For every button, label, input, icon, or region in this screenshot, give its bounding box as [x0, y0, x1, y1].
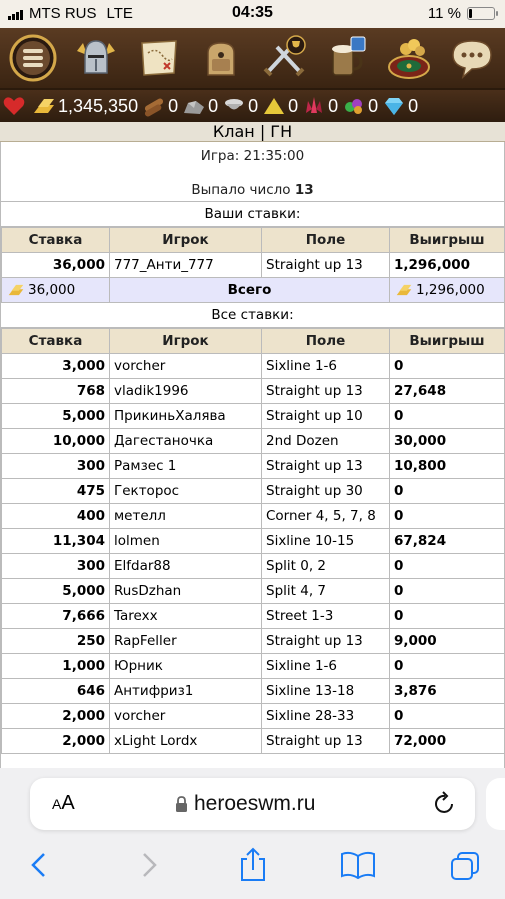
player-link[interactable]: Tarexx [110, 604, 262, 629]
table-row [2, 704, 505, 729]
field-cell: Straight up 13 [262, 253, 390, 278]
game-info [1, 142, 504, 202]
mercury-icon [222, 95, 246, 117]
crossed-swords-trophy-icon [259, 33, 309, 83]
stake-cell: 400 [2, 504, 110, 529]
game-toolbar [0, 28, 505, 90]
table-row [2, 479, 505, 504]
chevron-right-icon [136, 850, 162, 880]
stake-cell: 1,000 [2, 654, 110, 679]
player-link[interactable]: Elfdar88 [110, 554, 262, 579]
table-row [2, 529, 505, 554]
field-cell: Split 4, 7 [262, 579, 390, 604]
header-stake: Ставка [2, 329, 110, 354]
battery-percent: 11 % [427, 5, 461, 22]
total-row [2, 278, 505, 303]
resource-gold [32, 95, 138, 117]
resource-gems [342, 95, 378, 117]
player-link[interactable]: 777_Анти_777 [110, 253, 262, 278]
map-button[interactable] [134, 33, 184, 83]
table-header-row [2, 329, 505, 354]
win-cell: 27,648 [390, 379, 505, 404]
field-cell: Sixline 13-18 [262, 679, 390, 704]
crystal-icon [302, 95, 326, 117]
stake-cell: 2,000 [2, 704, 110, 729]
ore-icon [182, 95, 206, 117]
total-win-cell [390, 278, 505, 303]
stake-cell: 300 [2, 554, 110, 579]
url-display[interactable] [175, 792, 315, 816]
resource-wood [142, 95, 178, 117]
all-bets-title: Все ставки: [1, 303, 504, 328]
resource-mercury [222, 95, 258, 117]
wood-icon [142, 95, 166, 117]
table-row [2, 554, 505, 579]
stake-cell: 2,000 [2, 729, 110, 754]
player-link[interactable]: RapFeller [110, 629, 262, 654]
url-text: heroeswm.ru [194, 792, 316, 815]
stake-cell: 646 [2, 679, 110, 704]
sulfur-icon [262, 95, 286, 117]
roulette-results [0, 142, 505, 768]
gems-value: 0 [368, 95, 379, 116]
win-cell: 0 [390, 404, 505, 429]
menu-button[interactable] [8, 33, 58, 83]
player-link[interactable]: метелл [110, 504, 262, 529]
win-cell: 1,296,000 [390, 253, 505, 278]
header-stake: Ставка [2, 228, 110, 253]
win-cell: 30,000 [390, 429, 505, 454]
stake-cell: 250 [2, 629, 110, 654]
diamond-value: 0 [408, 95, 419, 116]
header-field: Поле [262, 228, 390, 253]
stake-cell: 768 [2, 379, 110, 404]
ore-value: 0 [208, 95, 219, 116]
win-cell: 3,876 [390, 679, 505, 704]
table-row [2, 604, 505, 629]
back-button[interactable] [26, 850, 52, 884]
gold-icon [394, 282, 414, 298]
table-row [2, 629, 505, 654]
your-bets-table [1, 227, 505, 303]
clan-title[interactable]: Клан | ГН [0, 122, 505, 142]
win-cell: 0 [390, 654, 505, 679]
diamond-icon [382, 95, 406, 117]
field-cell: Straight up 10 [262, 404, 390, 429]
sulfur-value: 0 [288, 95, 299, 116]
heart-icon [2, 95, 26, 117]
field-cell: Straight up 13 [262, 629, 390, 654]
win-cell: 72,000 [390, 729, 505, 754]
player-link[interactable]: xLight Lordx [110, 729, 262, 754]
total-win: 1,296,000 [416, 282, 485, 298]
header-win: Выигрыш [390, 329, 505, 354]
address-bar[interactable] [30, 778, 475, 830]
stake-cell: 475 [2, 479, 110, 504]
player-link[interactable]: ПрикиньХалява [110, 404, 262, 429]
lock-icon [175, 796, 188, 813]
field-cell: Straight up 13 [262, 454, 390, 479]
player-link[interactable]: Юрник [110, 654, 262, 679]
mercury-value: 0 [248, 95, 259, 116]
resource-crystal [302, 95, 338, 117]
bookmarks-button[interactable] [340, 850, 376, 884]
win-cell: 0 [390, 354, 505, 379]
wood-value: 0 [168, 95, 179, 116]
table-row [2, 379, 505, 404]
roulette-icon [384, 33, 434, 83]
reader-settings-button[interactable] [52, 792, 75, 815]
stake-cell: 11,304 [2, 529, 110, 554]
crystal-value: 0 [328, 95, 339, 116]
resource-diamond [382, 95, 418, 117]
table-row [2, 579, 505, 604]
field-cell: Sixline 10-15 [262, 529, 390, 554]
win-cell: 0 [390, 479, 505, 504]
total-stake-cell [2, 278, 110, 303]
header-field: Поле [262, 329, 390, 354]
resource-bar [0, 90, 505, 122]
win-cell: 0 [390, 504, 505, 529]
gems-icon [342, 95, 366, 117]
header-win: Выигрыш [390, 228, 505, 253]
table-row [2, 404, 505, 429]
player-link[interactable]: vorcher [110, 354, 262, 379]
share-icon [238, 846, 268, 882]
player-link[interactable]: vladik1996 [110, 379, 262, 404]
next-tab-peek[interactable] [486, 778, 505, 830]
tavern-button[interactable] [321, 33, 371, 83]
player-link[interactable]: vorcher [110, 704, 262, 729]
resource-health [2, 95, 28, 117]
table-header-row [2, 228, 505, 253]
your-bets-title: Ваши ставки: [1, 202, 504, 227]
aa-small: A [52, 796, 62, 812]
table-row [2, 253, 505, 278]
backpack-icon [196, 33, 246, 83]
result-line [1, 164, 504, 198]
battery-icon [467, 7, 495, 20]
resource-sulfur [262, 95, 298, 117]
win-cell: 0 [390, 579, 505, 604]
browser-toolbar [0, 838, 505, 899]
header-player: Игрок [110, 228, 262, 253]
reload-icon [433, 790, 457, 816]
tabs-icon [449, 850, 481, 882]
all-bets-table [1, 328, 505, 754]
stake-cell: 300 [2, 454, 110, 479]
header-player: Игрок [110, 329, 262, 354]
win-cell: 9,000 [390, 629, 505, 654]
field-cell: Straight up 13 [262, 379, 390, 404]
hero-button[interactable] [71, 33, 121, 83]
stake-cell: 7,666 [2, 604, 110, 629]
field-cell: Split 0, 2 [262, 554, 390, 579]
status-right [428, 5, 495, 22]
roulette-button[interactable] [384, 33, 434, 83]
knight-helmet-icon [71, 33, 121, 83]
clock: 04:35 [232, 4, 273, 21]
map-scroll-icon [134, 33, 184, 83]
reload-button[interactable] [433, 790, 457, 821]
stake-cell: 5,000 [2, 579, 110, 604]
field-cell: Sixline 1-6 [262, 354, 390, 379]
table-row [2, 729, 505, 754]
stake-cell: 36,000 [2, 253, 110, 278]
battles-button[interactable] [259, 33, 309, 83]
share-button[interactable] [238, 846, 268, 886]
win-cell: 0 [390, 604, 505, 629]
player-link[interactable]: Рамзес 1 [110, 454, 262, 479]
result-label: Выпало число [191, 182, 291, 198]
win-cell: 0 [390, 554, 505, 579]
win-cell: 67,824 [390, 529, 505, 554]
table-row [2, 454, 505, 479]
status-bar [0, 0, 505, 28]
aa-large: A [61, 792, 75, 814]
browser-address-area [0, 768, 505, 838]
chevron-left-icon [26, 850, 52, 880]
table-row [2, 504, 505, 529]
stake-cell: 3,000 [2, 354, 110, 379]
gold-icon [32, 95, 56, 117]
player-link[interactable]: Гекторос [110, 479, 262, 504]
book-icon [340, 850, 376, 880]
chat-bubble-icon [447, 33, 497, 83]
field-cell: Straight up 13 [262, 729, 390, 754]
player-link[interactable]: RusDzhan [110, 579, 262, 604]
tavern-mug-icon [321, 33, 371, 83]
network-label: LTE [106, 5, 133, 22]
table-row [2, 679, 505, 704]
carrier-label: MTS RUS [29, 5, 97, 22]
chat-button[interactable] [447, 33, 497, 83]
field-cell: Straight up 30 [262, 479, 390, 504]
gold-icon [6, 282, 26, 298]
win-cell: 10,800 [390, 454, 505, 479]
field-cell: Sixline 28-33 [262, 704, 390, 729]
tabs-button[interactable] [449, 850, 481, 886]
stake-cell: 10,000 [2, 429, 110, 454]
field-cell: 2nd Dozen [262, 429, 390, 454]
table-row [2, 429, 505, 454]
game-time: Игра: 21:35:00 [200, 148, 305, 164]
inventory-button[interactable] [196, 33, 246, 83]
player-link[interactable]: lolmen [110, 529, 262, 554]
forward-button[interactable] [136, 850, 162, 884]
result-number: 13 [294, 182, 314, 198]
all-bets-rows [2, 354, 505, 754]
player-link[interactable]: Антифриз1 [110, 679, 262, 704]
table-row [2, 354, 505, 379]
total-stake: 36,000 [28, 282, 76, 298]
table-row [2, 654, 505, 679]
field-cell: Street 1-3 [262, 604, 390, 629]
player-link[interactable]: Дагестаночка [110, 429, 262, 454]
gold-value: 1,345,350 [58, 95, 139, 116]
field-cell: Sixline 1-6 [262, 654, 390, 679]
win-cell: 0 [390, 704, 505, 729]
menu-icon [8, 33, 58, 83]
resource-ore [182, 95, 218, 117]
total-label: Всего [110, 278, 390, 303]
field-cell: Corner 4, 5, 7, 8 [262, 504, 390, 529]
stake-cell: 5,000 [2, 404, 110, 429]
